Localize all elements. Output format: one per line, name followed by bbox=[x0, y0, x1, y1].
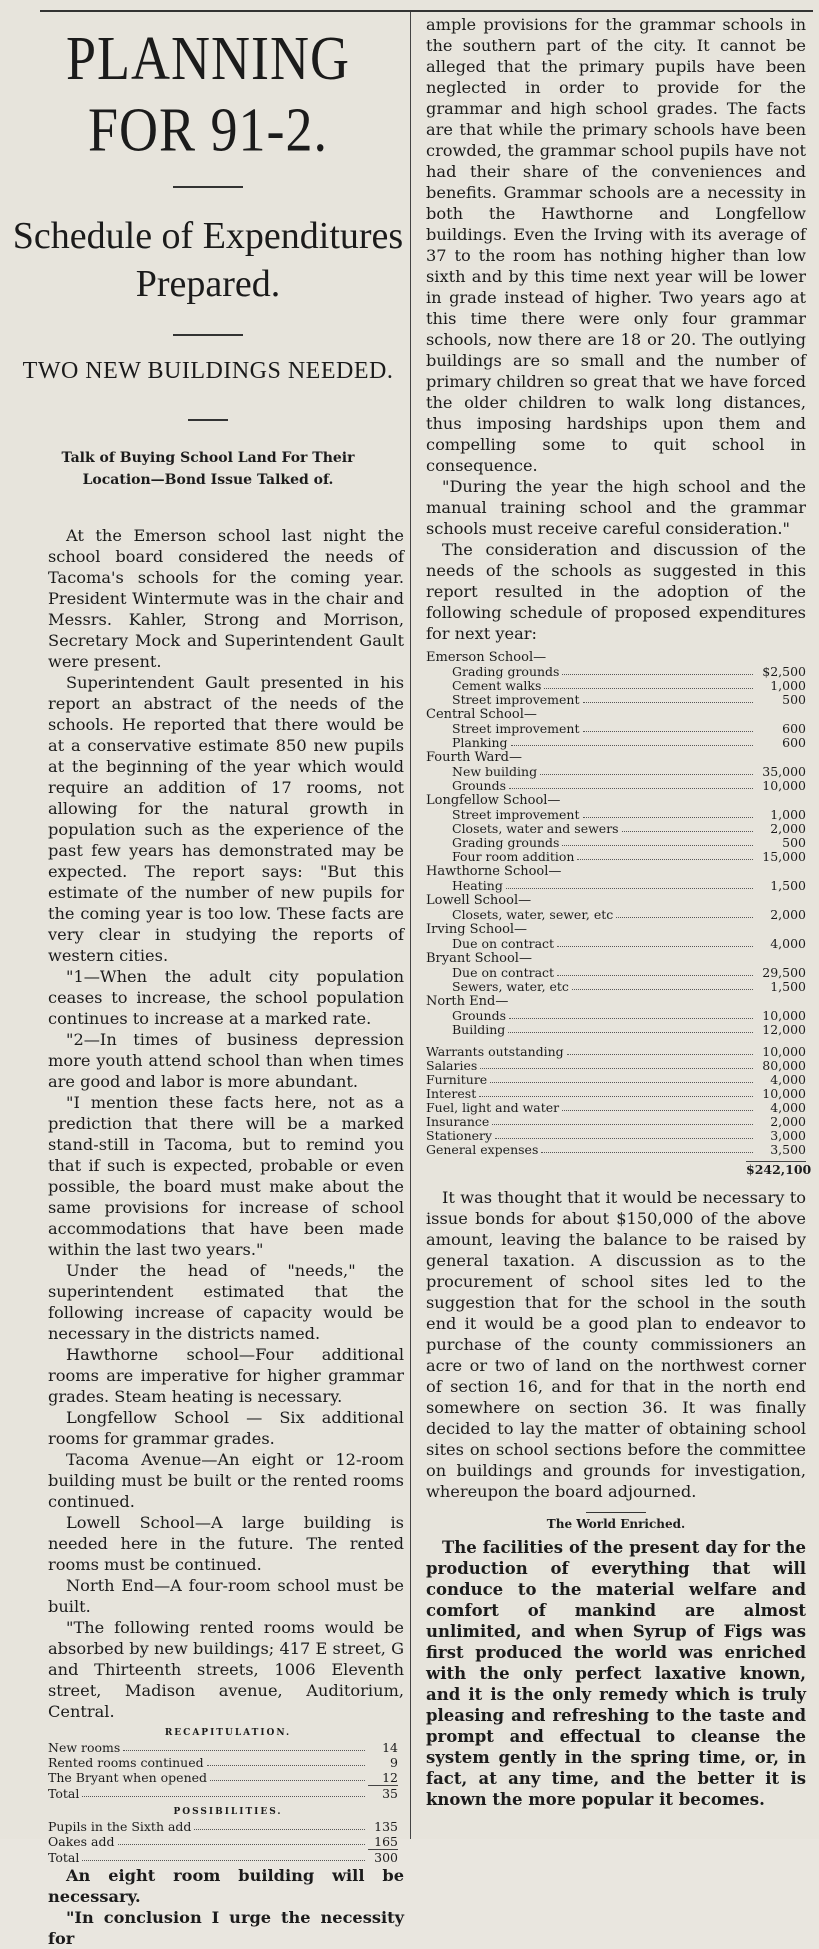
recap-item-label: The Bryant when opened bbox=[48, 1770, 208, 1785]
schedule-row bbox=[426, 966, 806, 980]
ad-title: The World Enriched. bbox=[546, 1517, 686, 1531]
schedule-row-label: Street improvement bbox=[452, 807, 580, 822]
schedule-row bbox=[426, 736, 806, 750]
schedule-row-amount: 12,000 bbox=[762, 1022, 806, 1037]
ad-text: The facilities of the present day for the production of everything that will conduce to the material welfare and comfort of mankind are almost unlimited, and when Syrup of Figs was first produced the world was enriched with the only perfect laxative known, and it is the only remedy which is truly pleasing and refreshing to the taste and prompt and effectual to cleanse the system gently in the spring time, or, in fact, at any time, and the better it is known the more popular it becomes. bbox=[426, 1538, 806, 1809]
leader-dots bbox=[577, 859, 753, 860]
left-closing-1: An eight room building will be necessary. bbox=[48, 1866, 404, 1906]
leader-dots bbox=[82, 1796, 365, 1797]
expenditure-schedule bbox=[426, 650, 806, 1157]
leader-dots bbox=[207, 1765, 365, 1766]
schedule-row-label: Closets, water and sewers bbox=[452, 821, 619, 836]
schedule-row-label: Due on contract bbox=[452, 936, 555, 951]
leader-dots bbox=[511, 745, 753, 746]
recap-total-amount: 35 bbox=[368, 1785, 398, 1801]
leader-dots bbox=[583, 731, 754, 732]
leader-dots bbox=[509, 788, 753, 789]
general-expense-label: Stationery bbox=[426, 1128, 493, 1143]
possibilities-item-amount: 135 bbox=[374, 1819, 398, 1834]
right-intro: ample provisions for the grammar schools in the southern part of the city. It cannot be alleged that the primary pupils have been neglected in order to provide for the grammar and high school grades. The facts are that while the primary schools have been crowded, the grammar school pupils have not had their share of the conveniences and benefits. Grammar schools are a necessity in both the Hawthorne and Longfellow buildings. Even the Irving with its average of 37 to the room has nothing higher than low sixth and by this time next year will be lower in grade instead of higher. Two years ago at this time there were only four grammar schools, now there are 18 or 20. The outlying buildings are so small and the number of primary children so great that we have forced the older children to walk long distances, thus imposing hardships upon them and compelling some to quit school in consequence. bbox=[426, 15, 806, 475]
schedule-row-amount: $2,500 bbox=[762, 664, 806, 679]
general-expense-row bbox=[426, 1143, 806, 1157]
leader-dots bbox=[509, 1018, 753, 1019]
schedule-row-amount: 500 bbox=[782, 692, 806, 707]
general-expense-amount: 2,000 bbox=[770, 1114, 806, 1129]
general-expense-amount: 3,000 bbox=[770, 1128, 806, 1143]
recap-item-label: New rooms bbox=[48, 1740, 121, 1755]
general-expense-amount: 4,000 bbox=[770, 1100, 806, 1115]
leader-dots bbox=[495, 1138, 753, 1139]
possibilities-item bbox=[48, 1819, 398, 1834]
schedule-row bbox=[426, 879, 806, 893]
schedule-row bbox=[426, 980, 806, 994]
left-paragraph: North End—A four-room school must be built. bbox=[48, 1576, 404, 1616]
schedule-row-amount: 1,500 bbox=[770, 979, 806, 994]
subhead-schedule: Schedule of Expenditures Prepared. bbox=[12, 215, 404, 305]
leader-dots bbox=[562, 845, 753, 846]
schedule-row bbox=[426, 908, 806, 922]
schedule-row-label: Grading grounds bbox=[452, 664, 560, 679]
schedule-row bbox=[426, 693, 806, 707]
schedule-row-label: Grounds bbox=[452, 778, 507, 793]
left-closing-2: "In conclusion I urge the necessity for bbox=[48, 1908, 404, 1948]
schedule-row-amount: 1,000 bbox=[770, 807, 806, 822]
schedule-row bbox=[426, 722, 806, 736]
left-paragraph: "2—In times of business depression more youth attend school than when times are good and labor is more abundant. bbox=[48, 1030, 404, 1091]
schedule-row-amount: 600 bbox=[782, 735, 806, 750]
schedule-row-label: Street improvement bbox=[452, 692, 580, 707]
general-expense-amount: 3,500 bbox=[770, 1142, 806, 1157]
schedule-row-label: Grading grounds bbox=[452, 835, 560, 850]
left-paragraph: "1—When the adult city population ceases to increase, the school population continues to increase at a marked rate. bbox=[48, 967, 404, 1028]
possibilities-total-label: Total bbox=[48, 1850, 80, 1865]
right-after: It was thought that it would be necessary to issue bonds for about $150,000 of the above amount, leaving the balance to be raised by general taxation. A discussion as to the procurement of school sites led to the suggestion that for the school in the south end it would be a good plan to endeavor to purchase of the county commissioners an acre or two of land on the northwest corner of section 16, and for that in the north end somewhere on section 36. It was finally decided to lay the matter of obtaining school sites on school sections before the committee on buildings and grounds for investigation, whereupon the board adjourned. bbox=[426, 1188, 806, 1501]
general-expense-label: Insurance bbox=[426, 1114, 490, 1129]
schedule-school: North End— bbox=[426, 994, 509, 1009]
leader-dots bbox=[540, 774, 753, 775]
left-paragraph: "I mention these facts here, not as a prediction that there will be a marked stand-still in Tacoma, but to remind you that if such is expected, probable or even possible, the board must make about the same provisions for increase of school accommodations that have been made within the last two years." bbox=[48, 1093, 404, 1259]
schedule-row-label: Building bbox=[452, 1022, 506, 1037]
general-expense-label: General expenses bbox=[426, 1142, 539, 1157]
schedule-row-label: Due on contract bbox=[452, 965, 555, 980]
schedule-row-label: Grounds bbox=[452, 1008, 507, 1023]
schedule-row-amount: 4,000 bbox=[770, 936, 806, 951]
leader-dots bbox=[82, 1860, 365, 1861]
leader-dots bbox=[544, 688, 753, 689]
schedule-row bbox=[426, 665, 806, 679]
ad-rule bbox=[586, 1512, 646, 1513]
deck-rule bbox=[188, 419, 228, 421]
recap-item bbox=[48, 1770, 398, 1785]
general-expense-label: Fuel, light and water bbox=[426, 1100, 560, 1115]
schedule-school: Lowell School— bbox=[426, 893, 532, 908]
schedule-row-label: Planking bbox=[452, 735, 508, 750]
recap-item-amount: 12 bbox=[382, 1770, 398, 1785]
schedule-school: Longfellow School— bbox=[426, 793, 561, 808]
schedule-row-amount: 10,000 bbox=[762, 1008, 806, 1023]
left-paragraph: Under the head of "needs," the superintendent estimated that the following increase of capacity would be necessary in the districts named. bbox=[48, 1261, 404, 1343]
leader-dots bbox=[123, 1750, 365, 1751]
leader-dots bbox=[557, 975, 753, 976]
top-rule bbox=[40, 10, 813, 12]
general-expense-row bbox=[426, 1101, 806, 1115]
schedule-row-amount: 500 bbox=[782, 835, 806, 850]
schedule-row bbox=[426, 808, 806, 822]
leader-dots bbox=[480, 1068, 753, 1069]
schedule-row-label: Cement walks bbox=[452, 678, 542, 693]
left-paragraph: "The following rented rooms would be absorbed by new buildings; 417 E street, G and Thirteenth streets, 1006 Eleventh street, Madison avenue, Auditorium, Central. bbox=[48, 1618, 404, 1721]
grand-total: $242,100 bbox=[746, 1162, 812, 1177]
general-expense-label: Salaries bbox=[426, 1058, 478, 1073]
possibilities-item-label: Pupils in the Sixth add bbox=[48, 1819, 192, 1834]
schedule-row-label: Four room addition bbox=[452, 849, 575, 864]
schedule-row-amount: 15,000 bbox=[762, 849, 806, 864]
recap-list bbox=[8, 1740, 408, 1785]
possibilities-title: POSSIBILITIES. bbox=[173, 1807, 283, 1817]
leader-dots bbox=[557, 946, 753, 947]
schedule-school: Bryant School— bbox=[426, 951, 532, 966]
leader-dots bbox=[583, 817, 754, 818]
schedule-school: Fourth Ward— bbox=[426, 750, 522, 765]
schedule-row-amount: 29,500 bbox=[762, 965, 806, 980]
recap-title: RECAPITULATION. bbox=[164, 1728, 292, 1738]
left-column bbox=[8, 14, 408, 1948]
schedule-row-amount: 2,000 bbox=[770, 821, 806, 836]
leader-dots bbox=[118, 1844, 365, 1845]
recap-item-label: Rented rooms continued bbox=[48, 1755, 204, 1770]
subhead-buildings: TWO NEW BUILDINGS NEEDED. bbox=[22, 358, 394, 384]
leader-dots bbox=[506, 888, 753, 889]
schedule-row bbox=[426, 836, 806, 850]
general-expense-row bbox=[426, 1059, 806, 1073]
schedule-row-amount: 600 bbox=[782, 721, 806, 736]
recap-item bbox=[48, 1755, 398, 1770]
recap-item-amount: 9 bbox=[390, 1755, 398, 1770]
schedule-row-amount: 35,000 bbox=[762, 764, 806, 779]
possibilities-total-amount: 300 bbox=[368, 1849, 398, 1865]
general-expense-amount: 80,000 bbox=[762, 1058, 806, 1073]
possibilities-item bbox=[48, 1834, 398, 1849]
schedule-school: Irving School— bbox=[426, 922, 528, 937]
left-paragraph: At the Emerson school last night the school board considered the needs of Tacoma's schools for the coming year. President Wintermute was in the chair and Messrs. Kahler, Strong and Morrison, Secretary Mock and Superintendent Gault were present. bbox=[48, 526, 404, 671]
left-paragraph: Tacoma Avenue—An eight or 12-room building must be built or the rented rooms continued. bbox=[48, 1450, 404, 1511]
recap-item-amount: 14 bbox=[382, 1740, 398, 1755]
schedule-row-amount: 10,000 bbox=[762, 778, 806, 793]
leader-dots bbox=[616, 917, 753, 918]
schedule-row bbox=[426, 779, 806, 793]
deck: Talk of Buying School Land For Their Location—Bond Issue Talked of. bbox=[61, 450, 355, 488]
left-paragraph: Hawthorne school—Four additional rooms are imperative for higher grammar grades. Steam heating is necessary. bbox=[48, 1345, 404, 1406]
general-expense-amount: 10,000 bbox=[762, 1086, 806, 1101]
general-expense-row bbox=[426, 1073, 806, 1087]
schedule-row bbox=[426, 679, 806, 693]
schedule-row bbox=[426, 1009, 806, 1023]
leader-dots bbox=[622, 831, 753, 832]
leader-dots bbox=[492, 1124, 753, 1125]
schedule-row-amount: 2,000 bbox=[770, 907, 806, 922]
general-expense-row bbox=[426, 1087, 806, 1101]
right-paragraph: "During the year the high school and the manual training school and the grammar schools must receive careful consideration." bbox=[426, 477, 806, 538]
left-body bbox=[8, 525, 408, 1722]
schedule-row-label: Closets, water, sewer, etc bbox=[452, 907, 614, 922]
schedule-row-label: New building bbox=[452, 764, 538, 779]
subhead-rule bbox=[173, 334, 243, 336]
leader-dots bbox=[490, 1082, 753, 1083]
schedule-row bbox=[426, 937, 806, 951]
headline: PLANNING FOR 91-2. bbox=[66, 23, 350, 165]
column-rule bbox=[410, 12, 411, 1839]
general-expense-label: Warrants outstanding bbox=[426, 1044, 564, 1059]
general-expense-row bbox=[426, 1045, 806, 1059]
left-paragraph: Lowell School—A large building is needed here in the future. The rented rooms must be continued. bbox=[48, 1513, 404, 1574]
right-body bbox=[418, 476, 814, 644]
leader-dots bbox=[572, 989, 753, 990]
leader-dots bbox=[583, 702, 754, 703]
schedule-row bbox=[426, 1023, 806, 1037]
general-expense-label: Interest bbox=[426, 1086, 477, 1101]
schedule-row bbox=[426, 850, 806, 864]
general-expense-row bbox=[426, 1115, 806, 1129]
leader-dots bbox=[508, 1032, 753, 1033]
right-paragraph: The consideration and discussion of the needs of the schools as suggested in this report resulted in the adoption of the following schedule of proposed expenditures for next year: bbox=[426, 540, 806, 643]
schedule-row-label: Sewers, water, etc bbox=[452, 979, 569, 994]
schedule-row-label: Street improvement bbox=[452, 721, 580, 736]
leader-dots bbox=[567, 1054, 753, 1055]
possibilities-item-amount: 165 bbox=[374, 1834, 398, 1849]
schedule-row-amount: 1,500 bbox=[770, 878, 806, 893]
recap-total bbox=[48, 1785, 398, 1801]
schedule-row-amount: 1,000 bbox=[770, 678, 806, 693]
schedule-row bbox=[426, 765, 806, 779]
general-expense-amount: 4,000 bbox=[770, 1072, 806, 1087]
schedule-school: Hawthorne School— bbox=[426, 864, 562, 879]
schedule-row-label: Heating bbox=[452, 878, 503, 893]
recap-item bbox=[48, 1740, 398, 1755]
general-expense-amount: 10,000 bbox=[762, 1044, 806, 1059]
possibilities-total bbox=[48, 1849, 398, 1865]
left-paragraph: Superintendent Gault presented in his report an abstract of the needs of the schools. He reported that there would be at a conservative estimate 850 new pupils at the beginning of the year which would require an addition of 17 rooms, not allowing for the natural growth in population such as the experience of the past few years has demonstrated may be expected. The report says: "But this estimate of the number of new pupils for the coming year is too low. These facts are very clear in studying the reports of western cities. bbox=[48, 673, 404, 965]
left-paragraph: Longfellow School — Six additional rooms for grammar grades. bbox=[48, 1408, 404, 1448]
leader-dots bbox=[479, 1096, 753, 1097]
recap-total-label: Total bbox=[48, 1786, 80, 1801]
leader-dots bbox=[194, 1829, 365, 1830]
leader-dots bbox=[562, 1110, 753, 1111]
general-expense-label: Furniture bbox=[426, 1072, 488, 1087]
schedule-row bbox=[426, 822, 806, 836]
leader-dots bbox=[562, 674, 753, 675]
leader-dots bbox=[541, 1152, 753, 1153]
headline-rule bbox=[173, 186, 243, 188]
leader-dots bbox=[210, 1780, 365, 1781]
possibilities-list bbox=[8, 1819, 408, 1849]
schedule-school: Emerson School— bbox=[426, 650, 547, 665]
right-column bbox=[418, 14, 814, 1839]
possibilities-item-label: Oakes add bbox=[48, 1834, 115, 1849]
general-expense-row bbox=[426, 1129, 806, 1143]
schedule-school: Central School— bbox=[426, 707, 537, 722]
